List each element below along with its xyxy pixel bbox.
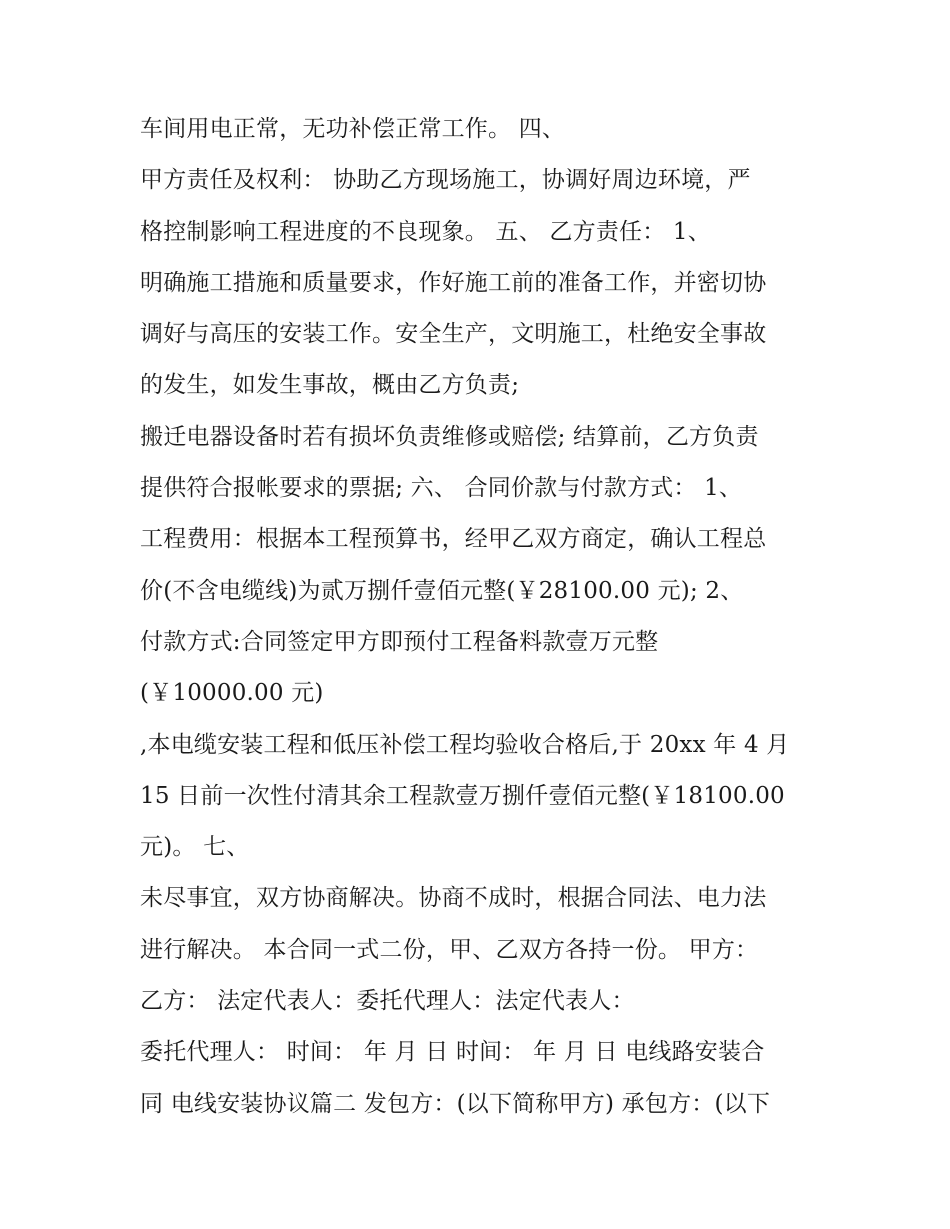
text-line: 委托代理人： 时间： 年 月 日 时间： 年 月 日 电线路安装合 (140, 1039, 765, 1066)
text-line: 乙方： 法定代表人：委托代理人：法定代表人： (140, 988, 635, 1015)
contract-body-text (140, 104, 830, 1130)
text-line: 价(不含电缆线)为贰万捌仟壹佰元整(￥28100.00 元); 2、 (140, 577, 744, 604)
text-line: 未尽事宜，双方协商解决。协商不成时，根据合同法、电力法 (140, 885, 767, 912)
text-line: 同 电线安装协议篇二 发包方：(以下简称甲方) 承包方：(以下 (140, 1090, 771, 1117)
text-line: 搬迁电器设备时若有损坏负责维修或赔偿; 结算前，乙方负责 (140, 423, 759, 450)
text-line: 调好与高压的安装工作。安全生产，文明施工，杜绝安全事故 (140, 321, 767, 348)
text-line: 元)。 七、 (140, 834, 250, 861)
text-line: 提供符合报帐要求的票据; 六、 合同价款与付款方式： 1、 (140, 475, 743, 502)
text-line: 进行解决。 本合同一式二份，甲、乙双方各持一份。 甲方： (140, 936, 759, 963)
text-line: 车间用电正常，无功补偿正常工作。 四、 (140, 116, 566, 142)
text-line: (￥10000.00 元) (140, 680, 324, 707)
text-line: 工程费用：根据本工程预算书，经甲乙双方商定，确认工程总 (140, 526, 767, 553)
text-line: 格控制影响工程进度的不良现象。 五、 乙方责任： 1、 (140, 218, 711, 245)
text-line: 15 日前一次性付清其余工程款壹万捌仟壹佰元整(￥18100.00 (140, 782, 785, 809)
text-line: 付款方式:合同签定甲方即预付工程备料款壹万元整 (140, 628, 659, 655)
text-line: ,本电缆安装工程和低压补偿工程均验收合格后,于 20xx 年 4 月 (140, 731, 790, 758)
text-line: 明确施工措施和质量要求，作好施工前的准备工作，并密切协 (140, 269, 767, 296)
text-line: 甲方责任及权利： 协助乙方现场施工，协调好周边环境，严 (140, 167, 751, 194)
text-line: 的发生，如发生事故，概由乙方负责; (140, 372, 520, 399)
